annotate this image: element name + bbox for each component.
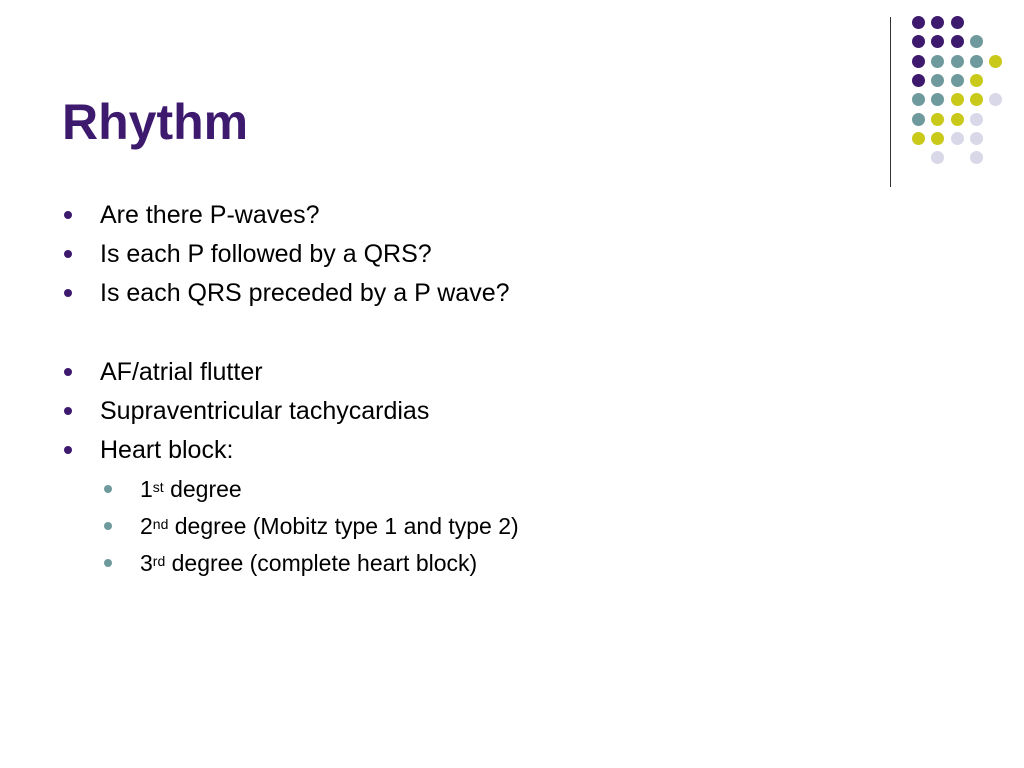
sub-bullet-text bbox=[140, 512, 519, 540]
decorative-dot bbox=[970, 151, 983, 164]
decorative-dot bbox=[970, 35, 983, 48]
sub-bullet-text bbox=[140, 475, 242, 503]
ordinal-suffix: st bbox=[152, 479, 164, 495]
bullet-text: Is each P followed by a QRS? bbox=[100, 240, 432, 268]
decorative-dot bbox=[951, 113, 964, 126]
sub-bullet-rest: degree (Mobitz type 1 and type 2) bbox=[168, 513, 519, 539]
bullet-dot-icon bbox=[64, 289, 72, 297]
bullet-text: Heart block: bbox=[100, 436, 234, 464]
title-divider-line bbox=[890, 17, 891, 187]
decorative-dot bbox=[931, 35, 944, 48]
bullet-dot-icon bbox=[64, 368, 72, 376]
decorative-dot bbox=[970, 113, 983, 126]
bullet-text: Are there P-waves? bbox=[100, 201, 320, 229]
decorative-dot bbox=[912, 16, 925, 29]
decorative-dot bbox=[931, 151, 944, 164]
decorative-dot bbox=[951, 74, 964, 87]
decorative-dot bbox=[912, 132, 925, 145]
sub-bullet-text bbox=[140, 549, 477, 577]
bullet-text: Is each QRS preceded by a P wave? bbox=[100, 279, 510, 307]
decorative-dot bbox=[970, 93, 983, 106]
decorative-dot bbox=[931, 132, 944, 145]
bullet-dot-icon bbox=[64, 211, 72, 219]
decorative-dot bbox=[970, 55, 983, 68]
decorative-dot bbox=[951, 16, 964, 29]
bullet-dot-icon bbox=[64, 407, 72, 415]
decorative-dot bbox=[951, 132, 964, 145]
ordinal-number: 2 bbox=[140, 513, 153, 539]
bullet-dot-icon bbox=[64, 250, 72, 258]
decorative-dot bbox=[951, 35, 964, 48]
ordinal-suffix: rd bbox=[152, 553, 166, 569]
decorative-dot bbox=[951, 93, 964, 106]
slide-title: Rhythm bbox=[62, 94, 249, 150]
sub-bullet-dot-icon bbox=[104, 559, 112, 567]
decorative-dot bbox=[931, 74, 944, 87]
sub-bullet-rest: degree bbox=[163, 476, 242, 502]
decorative-dot bbox=[931, 93, 944, 106]
decorative-dot bbox=[970, 74, 983, 87]
ordinal-suffix: nd bbox=[152, 516, 169, 532]
decorative-dot bbox=[951, 55, 964, 68]
decorative-dot bbox=[989, 55, 1002, 68]
sub-bullet-dot-icon bbox=[104, 522, 112, 530]
decorative-dot bbox=[931, 55, 944, 68]
decorative-dot bbox=[931, 113, 944, 126]
decorative-dot bbox=[912, 93, 925, 106]
decorative-dot bbox=[912, 35, 925, 48]
sub-bullet-dot-icon bbox=[104, 485, 112, 493]
ordinal-number: 3 bbox=[140, 550, 153, 576]
decorative-dot bbox=[912, 55, 925, 68]
decorative-dot bbox=[912, 74, 925, 87]
decorative-dot bbox=[912, 113, 925, 126]
decorative-dot bbox=[970, 132, 983, 145]
decorative-dot bbox=[989, 93, 1002, 106]
bullet-text: AF/atrial flutter bbox=[100, 358, 263, 386]
bullet-text: Supraventricular tachycardias bbox=[100, 397, 430, 425]
decorative-dot bbox=[931, 16, 944, 29]
bullet-dot-icon bbox=[64, 446, 72, 454]
ordinal-number: 1 bbox=[140, 476, 153, 502]
sub-bullet-rest: degree (complete heart block) bbox=[165, 550, 478, 576]
